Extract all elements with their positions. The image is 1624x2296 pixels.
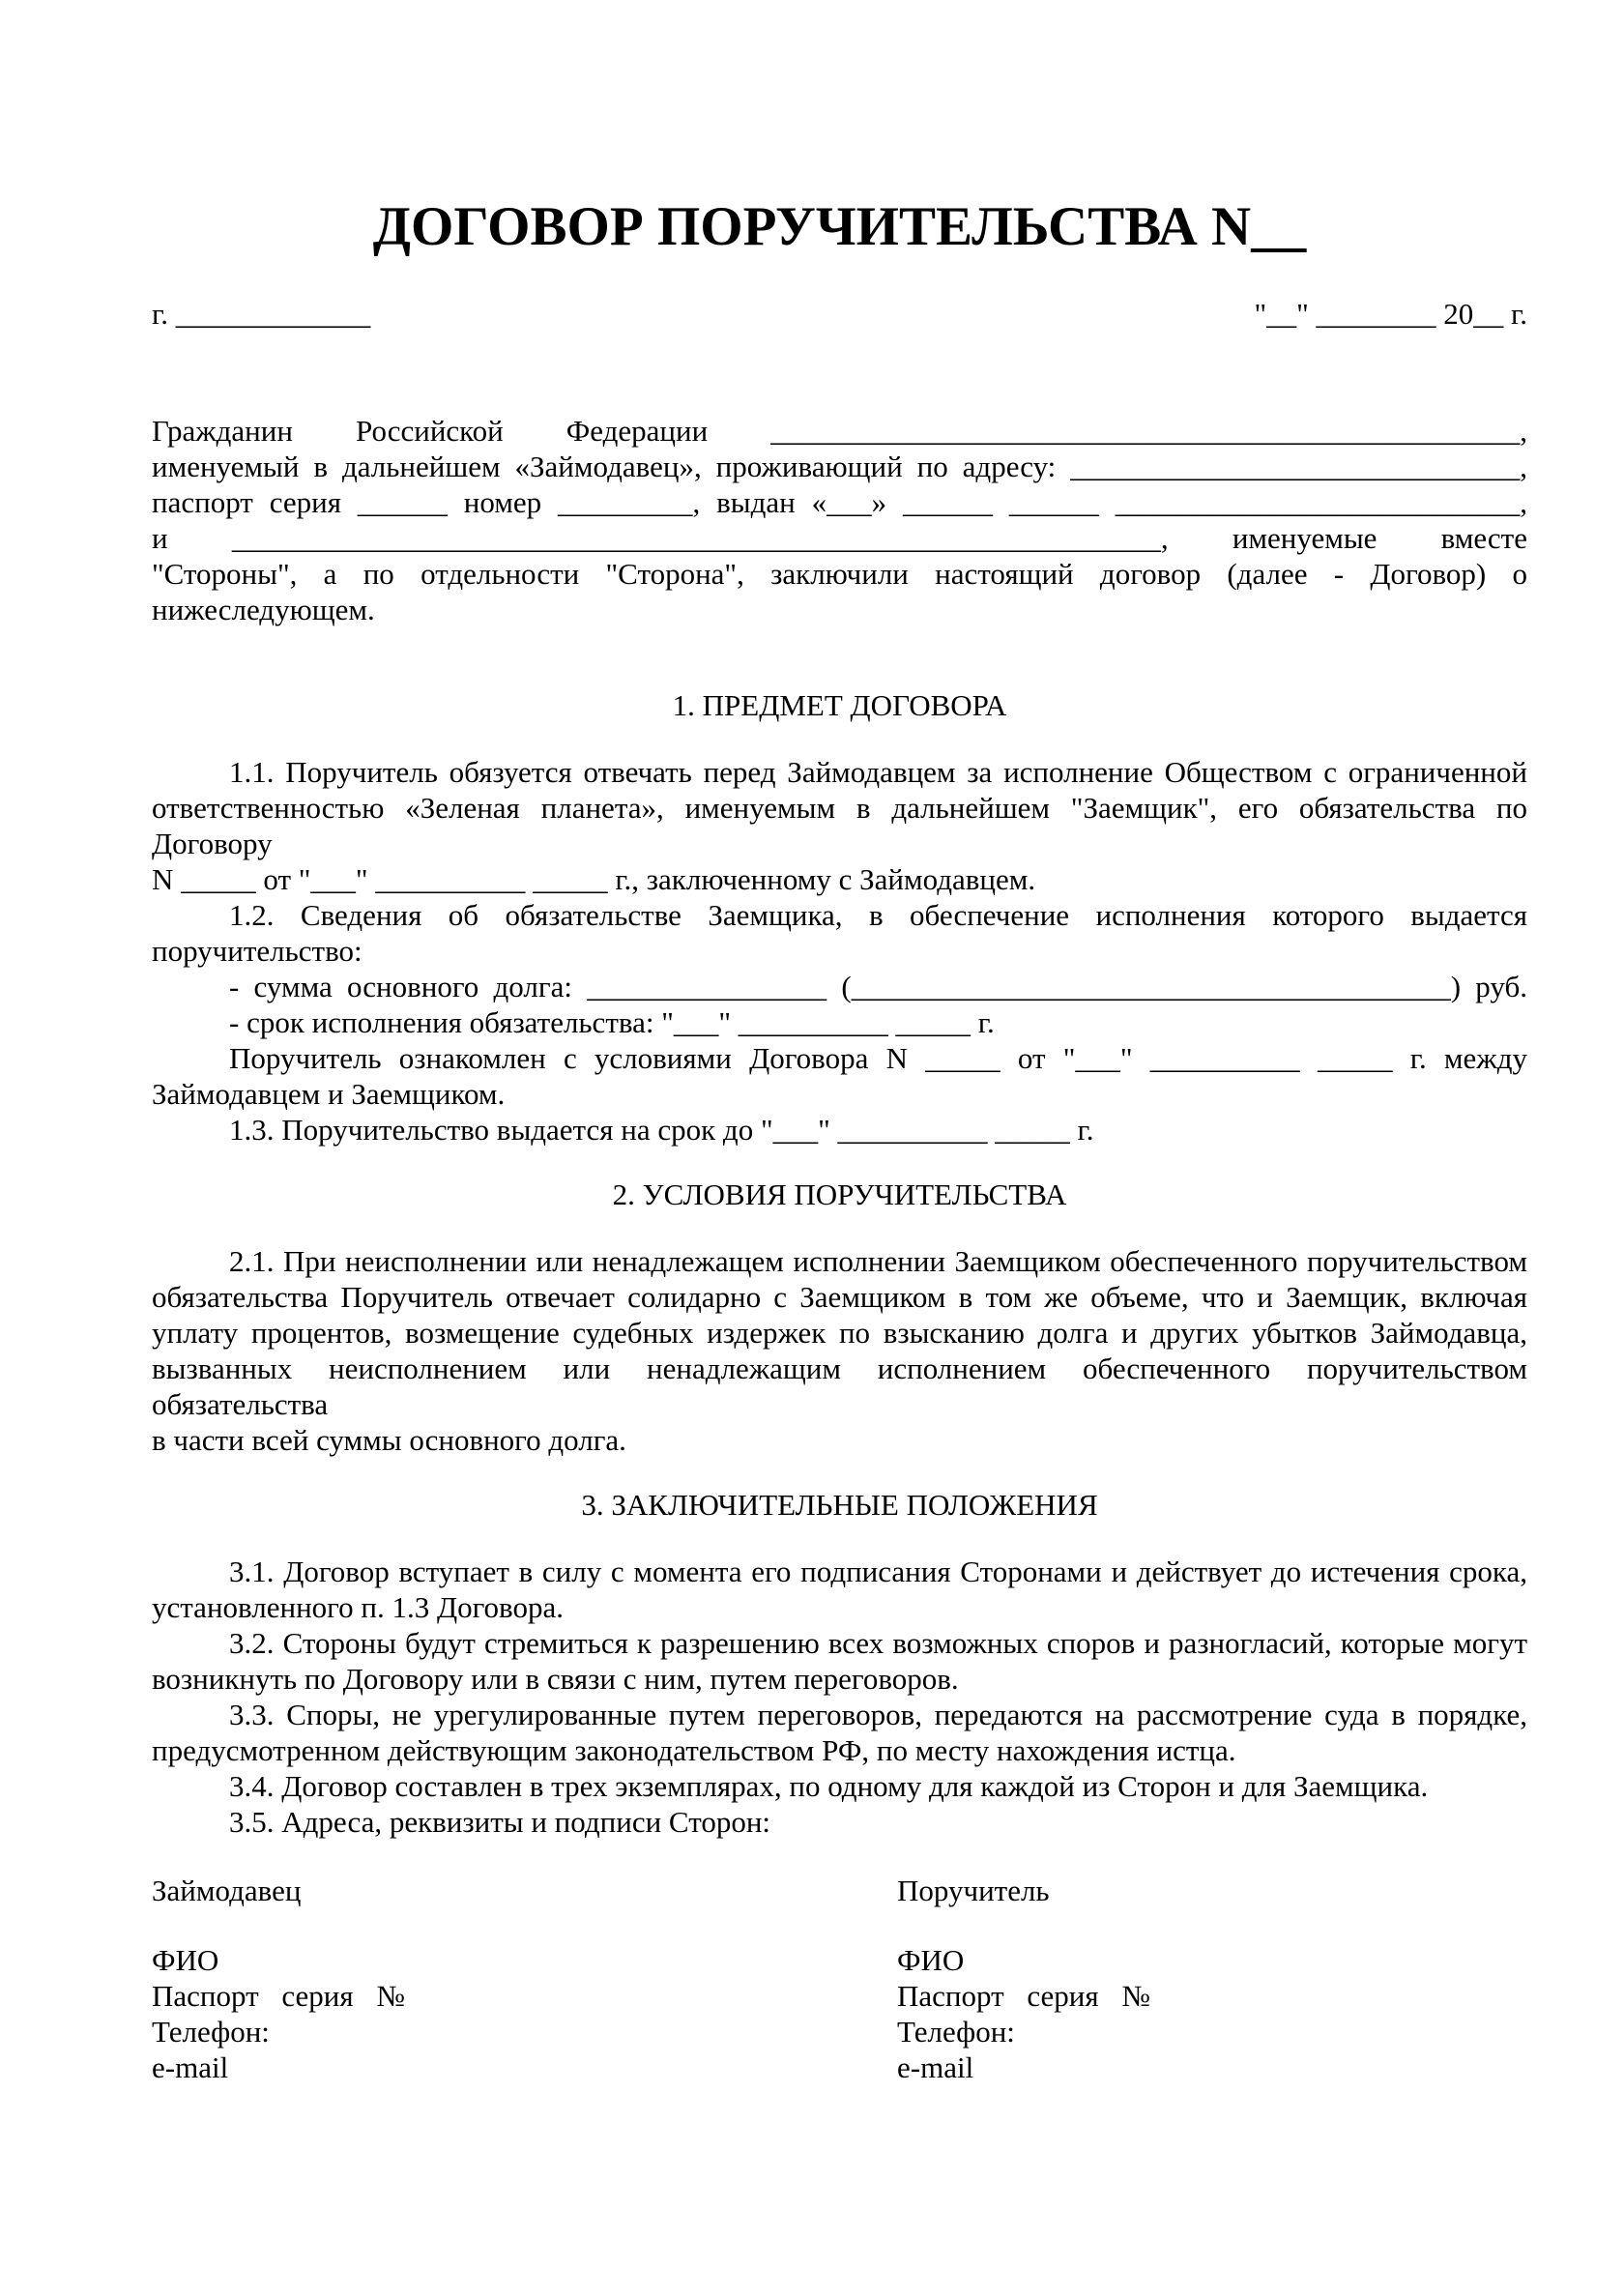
party-column-left	[152, 1873, 897, 2085]
text-line: 2.1. При неисполнении или ненадлежащем исполнении Заемщиком обеспеченного поручительством	[229, 1244, 1527, 1278]
party-details	[152, 1942, 897, 2085]
paragraph	[152, 1554, 1527, 1625]
text-line: Займодавцем и Заемщиком.	[152, 1077, 506, 1111]
section-heading: 3. ЗАКЛЮЧИТЕЛЬНЫЕ ПОЛОЖЕНИЯ	[581, 1488, 1098, 1522]
paragraph	[152, 1768, 1527, 1804]
paragraph	[152, 1697, 1527, 1768]
text-line: N _____ от "___" __________ _____ г., заключенному с Займодавцем.	[152, 862, 1036, 896]
text-line: 3.1. Договор вступает в силу с момента его подписания Сторонами и действует до истечения срока,	[229, 1555, 1527, 1588]
document-title: ДОГОВОР ПОРУЧИТЕЛЬСТВА N__	[372, 196, 1307, 257]
document-body	[152, 413, 1527, 1840]
text-line: 1.1. Поручитель обязуется отвечать перед Займодавцем за исполнение Обществом с ограниченной	[229, 755, 1527, 789]
text-line: "Стороны", а по отдельности "Сторона", заключили настоящий договор (далее - Договор) о	[152, 557, 1527, 591]
party-detail-row: Паспорт серия №	[897, 1979, 1150, 2013]
text-line: - срок исполнения обязательства: "___" __________ _____ г.	[229, 1005, 995, 1039]
party-title: Займодавец	[152, 1874, 302, 1907]
party-detail-row: Паспорт серия №	[152, 1979, 405, 2013]
text-line: 3.2. Стороны будут стремиться к разрешению всех возможных споров и разногласий, которые могут	[229, 1626, 1527, 1660]
text-line: и ______________________________________________________________, именуемые вместе	[152, 521, 1527, 555]
paragraph	[152, 1040, 1527, 1112]
text-line: Гражданин Российской Федерации __________________________________________________,	[152, 414, 1527, 448]
text-line: - сумма основного долга: ________________ (________________________________________) руб.	[229, 970, 1527, 1003]
party-detail-row: e-mail	[152, 2050, 229, 2084]
text-line: 1.3. Поручительство выдается на срок до "___" __________ _____ г.	[229, 1113, 1094, 1147]
paragraph	[152, 1804, 1527, 1840]
text-line: вызванных неисполнением или ненадлежащим исполнением обеспеченного поручительством обязательства	[152, 1351, 1527, 1421]
party-detail-row: Телефон:	[897, 2015, 1015, 2049]
text-line: обязательства Поручитель отвечает солидарно с Заемщиком в том же объеме, что и Заемщик, включая	[152, 1280, 1527, 1314]
party-title: Поручитель	[897, 1874, 1050, 1907]
party-details	[897, 1942, 1527, 2085]
text-line: в части всей суммы основного долга.	[152, 1423, 626, 1457]
contract-section	[152, 687, 1527, 1148]
text-line: 3.5. Адреса, реквизиты и подписи Сторон:	[229, 1805, 771, 1839]
paragraph	[152, 1004, 1527, 1040]
contract-section	[152, 1177, 1527, 1458]
text-line: паспорт серия ______ номер _________, выдан «___» ______ ______ ___________________________,	[152, 485, 1527, 519]
text-line: уплату процентов, возмещение судебных издержек по взысканию долга и других убытков Займодавца,	[152, 1316, 1527, 1350]
paragraph	[152, 897, 1527, 969]
party-detail-row: ФИО	[897, 1943, 965, 1977]
section-heading: 1. ПРЕДМЕТ ДОГОВОРА	[672, 688, 1007, 722]
text-line: 3.3. Споры, не урегулированные путем переговоров, передаются на рассмотрение суда в порядке,	[229, 1698, 1527, 1731]
preamble-paragraph	[152, 413, 1527, 627]
date-row	[152, 296, 1527, 332]
city-blank-field: г. _____________	[152, 297, 371, 331]
text-line: предусмотренном действующим законодательством РФ, по месту нахождения истца.	[152, 1733, 1236, 1767]
paragraph	[152, 1243, 1527, 1458]
text-line: 3.4. Договор составлен в трех экземплярах, по одному для каждой из Сторон и для Заемщика.	[229, 1769, 1429, 1803]
text-line: 1.2. Сведения об обязательстве Заемщика, в обеспечение исполнения которого выдается	[229, 898, 1527, 932]
party-detail-row: Телефон:	[152, 2015, 270, 2049]
text-line: нижеследующем.	[152, 593, 375, 626]
paragraph	[152, 969, 1527, 1004]
text-line: Поручитель ознакомлен с условиями Договора N _____ от "___" __________ _____ г. между	[229, 1041, 1527, 1075]
contract-section	[152, 1487, 1527, 1840]
section-heading: 2. УСЛОВИЯ ПОРУЧИТЕЛЬСТВА	[612, 1177, 1067, 1211]
party-column-right	[897, 1873, 1527, 2085]
date-blank-field: "__" ________ 20__ г.	[1254, 297, 1527, 331]
text-line: ответственностью «Зеленая планета», именуемым в дальнейшем "Заемщик", его обязательства по Договору	[152, 791, 1527, 860]
paragraph	[152, 1625, 1527, 1697]
text-line: установленного п. 1.3 Договора.	[152, 1590, 564, 1624]
paragraph	[152, 754, 1527, 897]
text-line: возникнуть по Договору или в связи с ним, путем переговоров.	[152, 1662, 959, 1696]
paragraph	[152, 1112, 1527, 1148]
party-detail-row: e-mail	[897, 2050, 974, 2084]
text-line: именуемый в дальнейшем «Займодавец», проживающий по адресу: ______________________________,	[152, 450, 1527, 483]
party-detail-row: ФИО	[152, 1943, 219, 1977]
signatures-block	[152, 1873, 1527, 2085]
text-line: поручительство:	[152, 934, 362, 968]
